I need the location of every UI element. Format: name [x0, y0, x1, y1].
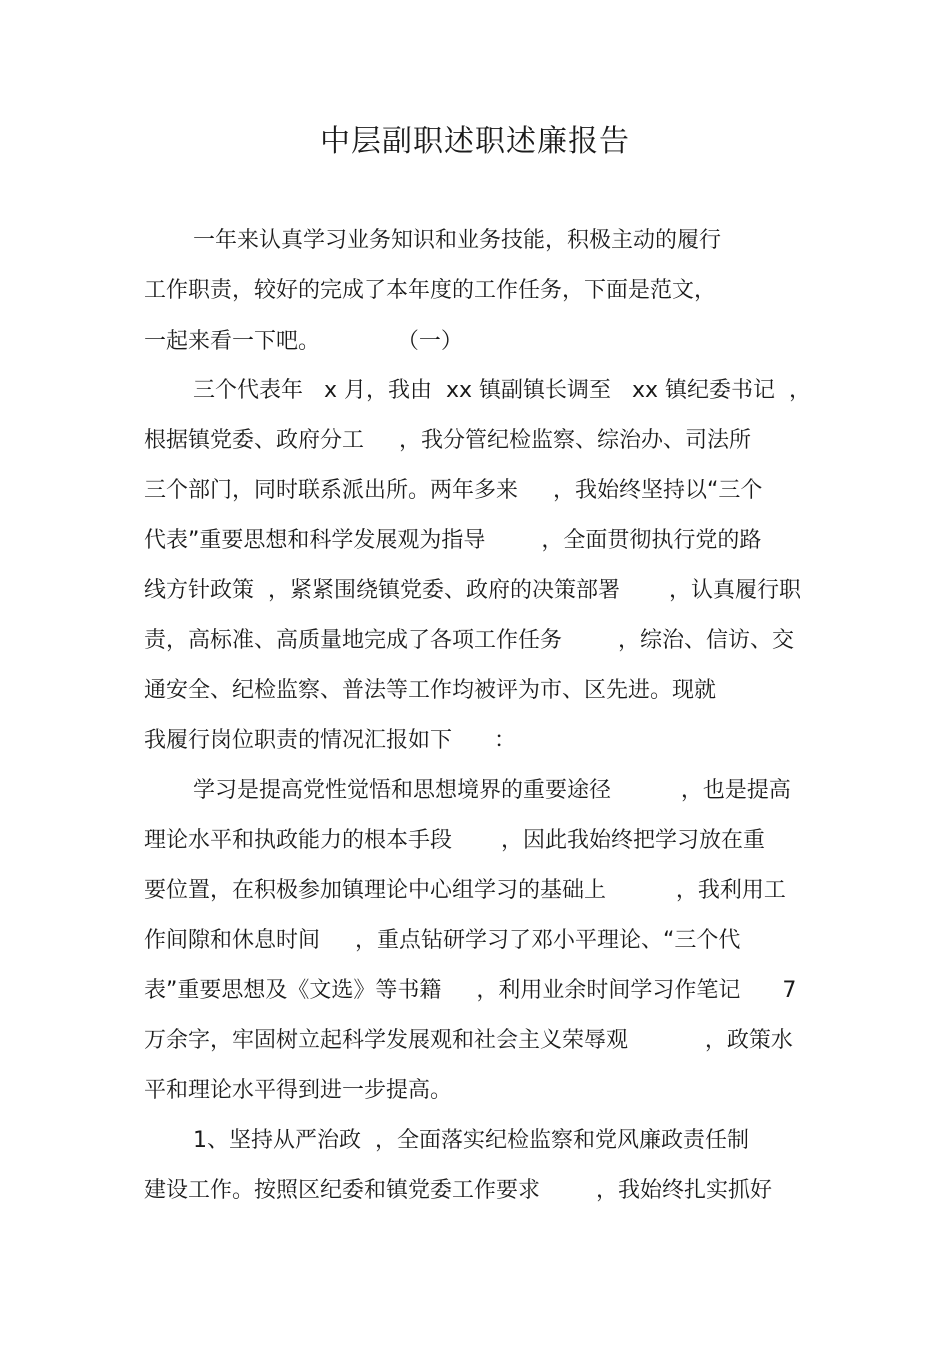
- paragraph-line: 学习是提高党性觉悟和思想境界的重要途径 ，也是提高: [193, 778, 791, 803]
- paragraph-line: 建设工作。按照区纪委和镇党委工作要求 ，我始终扎实抓好: [144, 1178, 772, 1203]
- paragraph-line: 责，高标准、高质量地完成了各项工作任务 ，综治、信访、交: [144, 628, 794, 653]
- paragraph-line: 工作职责，较好的完成了本年度的工作任务，下面是范文，: [144, 278, 717, 303]
- paragraph-line: 一年来认真学习业务知识和业务技能，积极主动的履行: [193, 228, 722, 253]
- paragraph-line: 万余字，牢固树立起科学发展观和社会主义荣辱观 ，政策水: [144, 1028, 793, 1053]
- paragraph-line: 三个代表年 x 月，我由 xx 镇副镇长调至 xx 镇纪委书记 ，: [193, 378, 812, 403]
- paragraph-line: 要位置，在积极参加镇理论中心组学习的基础上 ，我利用工: [144, 878, 786, 903]
- paragraph-line: 通安全、纪检监察、普法等工作均被评为市、区先进。现就: [144, 678, 717, 703]
- paragraph-line: 代表”重要思想和科学发展观为指导 ，全面贯彻执行党的路: [144, 528, 762, 553]
- paragraph-line: 表”重要思想及《文选》等书籍 ，利用业余时间学习作笔记 7: [144, 978, 797, 1003]
- paragraph-line: 一起来看一下吧。 （一）: [144, 329, 463, 354]
- paragraph-line: 作间隙和休息时间 ，重点钻研学习了邓小平理论、“三个代: [144, 928, 741, 953]
- document-title: 中层副职述职述廉报告: [320, 124, 630, 159]
- paragraph-line: 三个部门，同时联系派出所。两年多来 ，我始终坚持以“三个: [144, 478, 763, 503]
- paragraph-line: 我履行岗位职责的情况汇报如下 ：: [144, 728, 516, 753]
- paragraph-line: 根据镇党委、政府分工 ，我分管纪检监察、综治办、司法所: [144, 428, 751, 453]
- paragraph-line: 1、坚持从严治政 ，全面落实纪检监察和党风廉政责任制: [193, 1128, 749, 1153]
- paragraph-line: 平和理论水平得到进一步提高。: [144, 1078, 453, 1103]
- paragraph-line: 线方针政策 ，紧紧围绕镇党委、政府的决策部署 ，认真履行职: [144, 578, 801, 603]
- paragraph-line: 理论水平和执政能力的根本手段 ，因此我始终把学习放在重: [144, 828, 765, 853]
